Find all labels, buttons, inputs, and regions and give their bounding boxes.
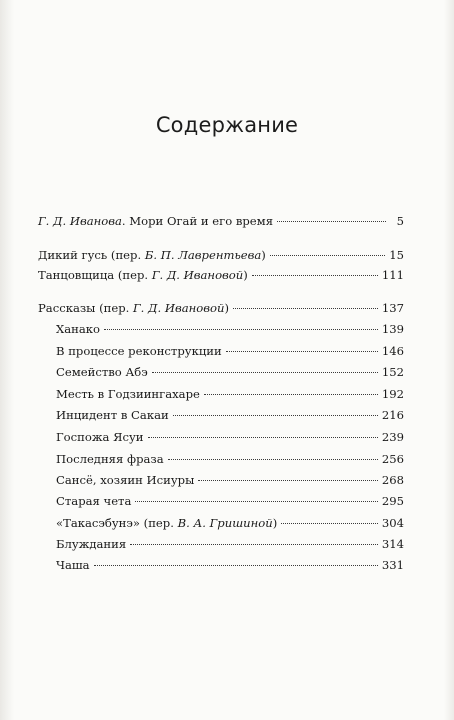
dot-leader <box>233 308 378 309</box>
toc-page-number: 304 <box>381 516 404 530</box>
toc-entry-takasebune[interactable]: «Такасэбунэ» (пер. В. А. Гришиной) 304 <box>56 516 404 530</box>
toc-entry-translator: Г. Д. Ивановой <box>151 268 244 282</box>
toc-entry-old-couple[interactable] <box>0 492 454 510</box>
toc-page-number: 152 <box>381 365 404 379</box>
toc-entry-label: Семейство Абэ <box>56 365 148 379</box>
dot-leader <box>173 415 378 416</box>
toc-entry-intro[interactable] <box>0 212 454 230</box>
toc-entry-label: Чаша <box>56 558 90 572</box>
dot-leader <box>130 544 378 545</box>
toc-entry-label: В процессе реконструкции <box>56 344 222 358</box>
dot-leader <box>226 351 378 352</box>
toc-entry-wanderings[interactable] <box>0 535 454 553</box>
toc-page-number: 111 <box>381 268 404 282</box>
toc-page-number: 192 <box>381 387 404 401</box>
page-title: Содержание <box>155 113 299 137</box>
toc-page-number: 331 <box>381 558 404 572</box>
toc-entry-label: Блуждания <box>56 537 127 551</box>
toc-entry-translator: В. А. Гришиной <box>177 516 273 530</box>
dot-leader <box>152 372 378 373</box>
dot-leader <box>135 501 377 502</box>
toc-entry-hanako[interactable] <box>0 320 454 338</box>
toc-entry-label: Месть в Годзиингахаре <box>56 387 200 401</box>
toc-entry-translator: Б. П. Лаврентьева <box>144 248 262 262</box>
toc-entry-label: Последняя фраза <box>56 452 164 466</box>
toc-entry-dancer[interactable]: Танцовщица (пер. Г. Д. Ивановой) 111 <box>38 268 404 282</box>
dot-leader <box>281 523 378 524</box>
dot-leader <box>148 437 378 438</box>
toc-page-number: 15 <box>389 248 404 262</box>
toc-entry-revenge[interactable] <box>0 385 454 403</box>
toc-entry-author: Г. Д. Иванова <box>38 214 122 228</box>
toc-entry-lady-yasui[interactable] <box>0 428 454 446</box>
dot-leader <box>104 329 378 330</box>
toc-page-number: 137 <box>381 301 404 315</box>
toc-page-number: 146 <box>381 344 404 358</box>
toc-entry-label: Сансё, хозяин Исиуры <box>56 473 195 487</box>
toc-page-number: 5 <box>396 214 404 228</box>
toc-entry-label: Рассказы (пер. <box>38 301 133 315</box>
toc-page-number: 295 <box>381 494 404 508</box>
dot-leader <box>94 565 378 566</box>
toc-entry-label: Инцидент в Сакаи <box>56 408 169 422</box>
dot-leader <box>198 480 378 481</box>
dot-leader <box>270 255 385 256</box>
dot-leader <box>252 275 378 276</box>
toc-entry-label: Танцовщица (пер. <box>38 268 152 282</box>
dot-leader <box>204 394 378 395</box>
dot-leader <box>168 459 378 460</box>
toc-entry-label: Старая чета <box>56 494 132 508</box>
toc-entry-sakai-incident[interactable] <box>0 406 454 424</box>
toc-entry-abe-family[interactable] <box>0 363 454 381</box>
toc-entry-last-phrase[interactable] <box>0 450 454 468</box>
toc-entry-label: «Такасэбунэ» (пер. <box>56 516 178 530</box>
toc-entry-sansho[interactable] <box>0 471 454 489</box>
toc-entry-translator: Г. Д. Ивановой <box>133 301 225 315</box>
toc-page-number: 314 <box>381 537 404 551</box>
toc-entry-wild-goose[interactable]: Дикий гусь (пер. Б. П. Лаврентьева) 15 <box>38 248 404 262</box>
toc-page-number: 216 <box>381 408 404 422</box>
toc-page-number: 268 <box>381 473 404 487</box>
toc-entry-label: Дикий гусь (пер. <box>38 248 145 262</box>
toc-page-number: 239 <box>381 430 404 444</box>
toc-entry-label: Ханако <box>56 322 101 336</box>
toc-entry-label: Госпожа Ясуи <box>56 430 144 444</box>
toc-entry-reconstruction[interactable] <box>0 342 454 360</box>
dot-leader <box>277 221 386 222</box>
toc-page-number: 256 <box>381 452 404 466</box>
toc-entry-cup[interactable] <box>0 556 454 574</box>
toc-entry-label: . Мори Огай и его время <box>121 214 274 228</box>
toc-page-number: 139 <box>381 322 404 336</box>
toc-entry-stories[interactable]: Рассказы (пер. Г. Д. Ивановой) 137 <box>38 301 404 315</box>
